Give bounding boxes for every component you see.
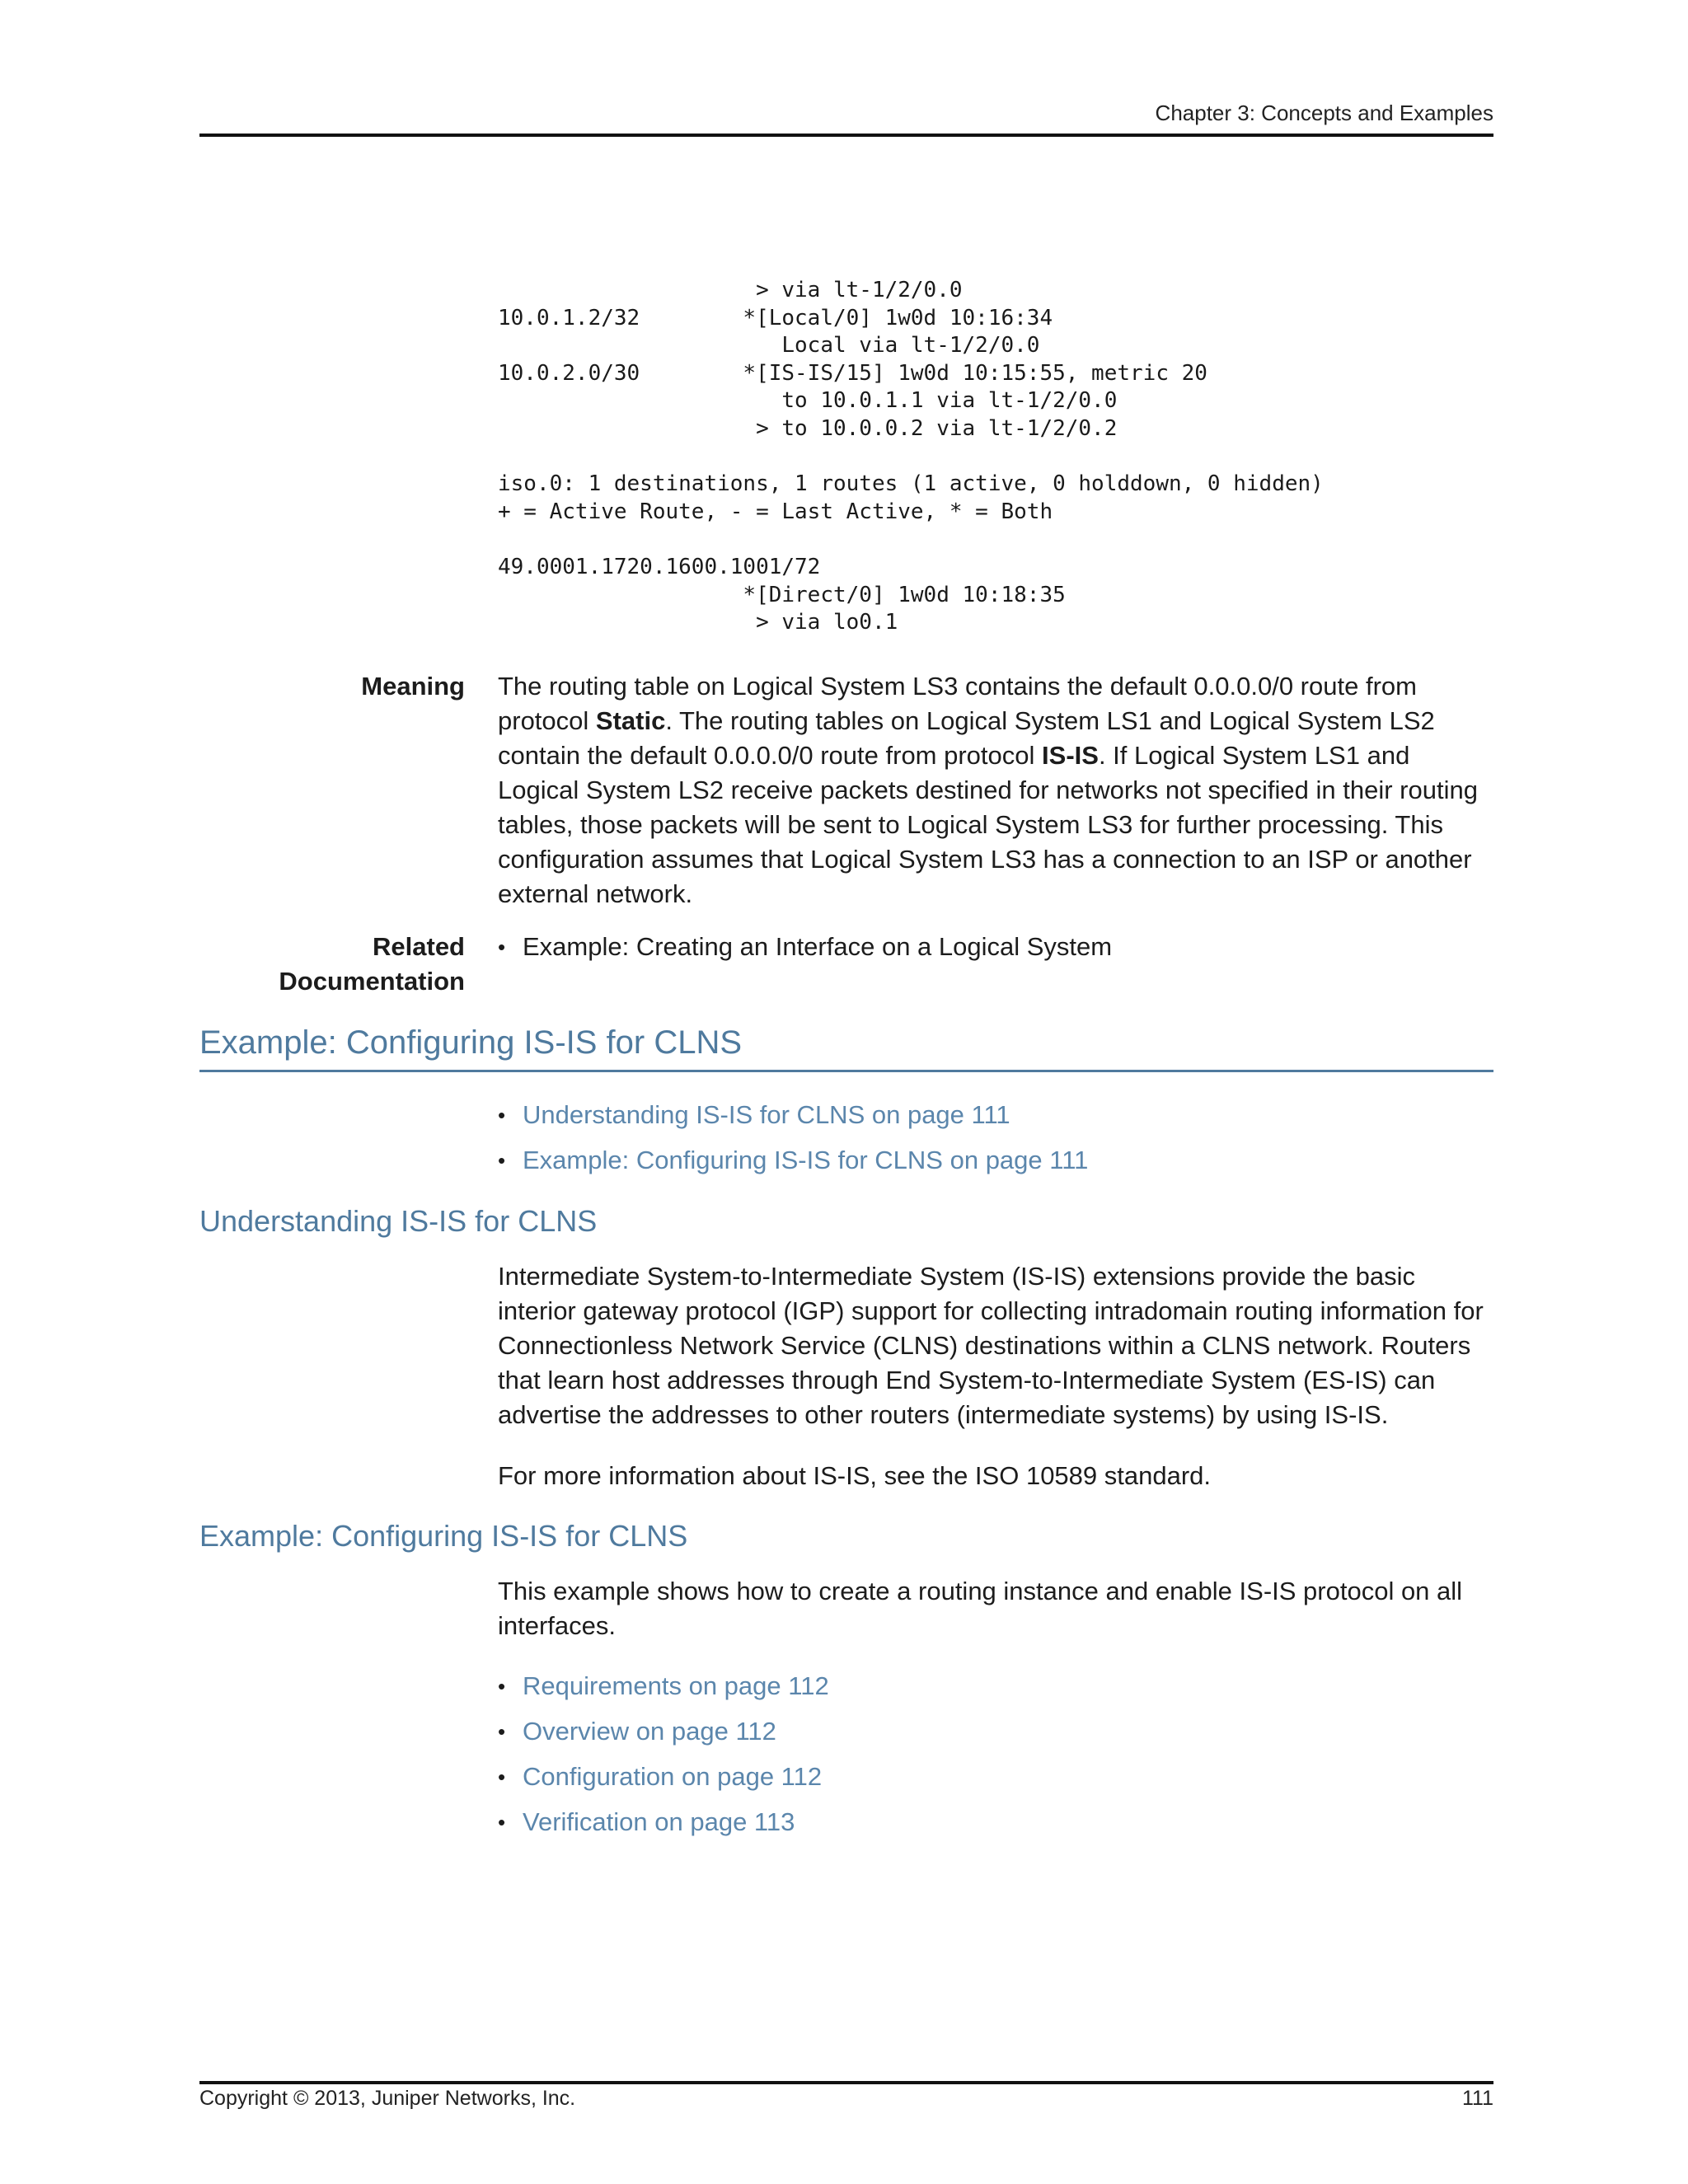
code-line: > to 10.0.0.2 via lt-1/2/0.2 xyxy=(498,415,1118,441)
toc-link-text[interactable]: Example: Configuring IS-IS for CLNS on page 111 xyxy=(523,1146,1089,1174)
meaning-text: . The routing tables on Logical System LS1 and Logical System LS2 contain the default 0.0.0.0/0 route from protocol xyxy=(498,706,1435,770)
understanding-title: Understanding IS-IS for CLNS xyxy=(199,1204,598,1238)
toc-link-example[interactable] xyxy=(498,1143,1088,1178)
footer-rule xyxy=(199,2081,1493,2084)
toc-link-text[interactable]: Configuration on page 112 xyxy=(523,1762,823,1791)
related-item xyxy=(498,930,1112,964)
meaning-bold-static: Static xyxy=(595,706,666,735)
section-toc xyxy=(498,1098,1088,1188)
code-line: iso.0: 1 destinations, 1 routes (1 active, 0 holddown, 0 hidden) xyxy=(498,471,1324,497)
footer-copyright: Copyright © 2013, Juniper Networks, Inc. xyxy=(199,2087,576,2110)
code-line: 10.0.1.2/32 *[Local/0] 1w0d 10:16:34 xyxy=(498,305,1053,330)
example-paragraph: This example shows how to create a routing instance and enable IS-IS protocol on all interfaces. xyxy=(498,1577,1463,1640)
code-line: 49.0001.1720.1600.1001/72 xyxy=(498,554,821,579)
example-title: Example: Configuring IS-IS for CLNS xyxy=(199,1519,688,1553)
meaning-paragraph xyxy=(498,669,1495,912)
toc-link-overview[interactable] xyxy=(498,1714,829,1749)
code-line: > via lt-1/2/0.0 xyxy=(498,278,963,302)
understanding-paragraph: Intermediate System-to-Intermediate System (IS-IS) extensions provide the basic interior gateway protocol (IGP) support for collecting intradomain routing information for Connectionless Network Service (CLNS) destinations within a CLNS network. Routers that learn host addresses through End System-to-Intermediate System (ES-IS) can advertise the addresses to other routers (intermediate systems) by using IS-IS. xyxy=(498,1262,1484,1429)
meaning-text: . If Logical System LS1 and Logical System LS2 receive packets destined for networks not specified in their routing tables, those packets will be sent to Logical System LS3 for further processing. This configuration assumes that Logical System LS3 has a connection to an ISP or another external network. xyxy=(498,741,1478,908)
page-number: 111 xyxy=(1461,2087,1493,2110)
code-line: + = Active Route, - = Last Active, * = Both xyxy=(498,499,1053,524)
meaning-bold-isis: IS-IS xyxy=(1042,741,1099,770)
meaning-label: Meaning xyxy=(361,672,465,701)
related-item-text: Example: Creating an Interface on a Logical System xyxy=(523,932,1113,961)
related-label-line: Related xyxy=(373,932,465,961)
toc-link-configuration[interactable] xyxy=(498,1760,829,1794)
meaning-text: The routing table on Logical System LS3 contains the default 0.0.0.0/0 route from protocol xyxy=(498,672,1417,735)
related-list xyxy=(498,930,1112,975)
code-line: *[Direct/0] 1w0d 10:18:35 xyxy=(498,582,1066,607)
toc-link-understanding[interactable] xyxy=(498,1098,1088,1132)
toc-link-text[interactable]: Requirements on page 112 xyxy=(523,1671,829,1700)
related-label-line: Documentation xyxy=(279,967,465,996)
example-toc xyxy=(498,1669,829,1850)
related-documentation-label xyxy=(279,930,465,999)
toc-link-requirements[interactable] xyxy=(498,1669,829,1704)
section-title: Example: Configuring IS-IS for CLNS xyxy=(199,1020,1493,1072)
running-header: Chapter 3: Concepts and Examples xyxy=(1155,101,1493,125)
code-line: 10.0.2.0/30 *[IS-IS/15] 1w0d 10:15:55, metric 20 xyxy=(498,360,1207,386)
code-block xyxy=(498,277,1324,637)
toc-link-text[interactable]: Overview on page 112 xyxy=(523,1717,776,1746)
toc-link-verification[interactable] xyxy=(498,1805,829,1840)
code-line: Local via lt-1/2/0.0 xyxy=(498,333,1040,359)
header-rule xyxy=(199,134,1493,137)
toc-link-text[interactable]: Understanding IS-IS for CLNS on page 111 xyxy=(523,1100,1010,1129)
toc-link-text[interactable]: Verification on page 113 xyxy=(523,1807,795,1836)
code-line: > via lo0.1 xyxy=(498,610,898,635)
understanding-more-info: For more information about IS-IS, see the ISO 10589 standard. xyxy=(498,1461,1212,1490)
code-line: to 10.0.1.1 via lt-1/2/0.0 xyxy=(498,388,1118,414)
